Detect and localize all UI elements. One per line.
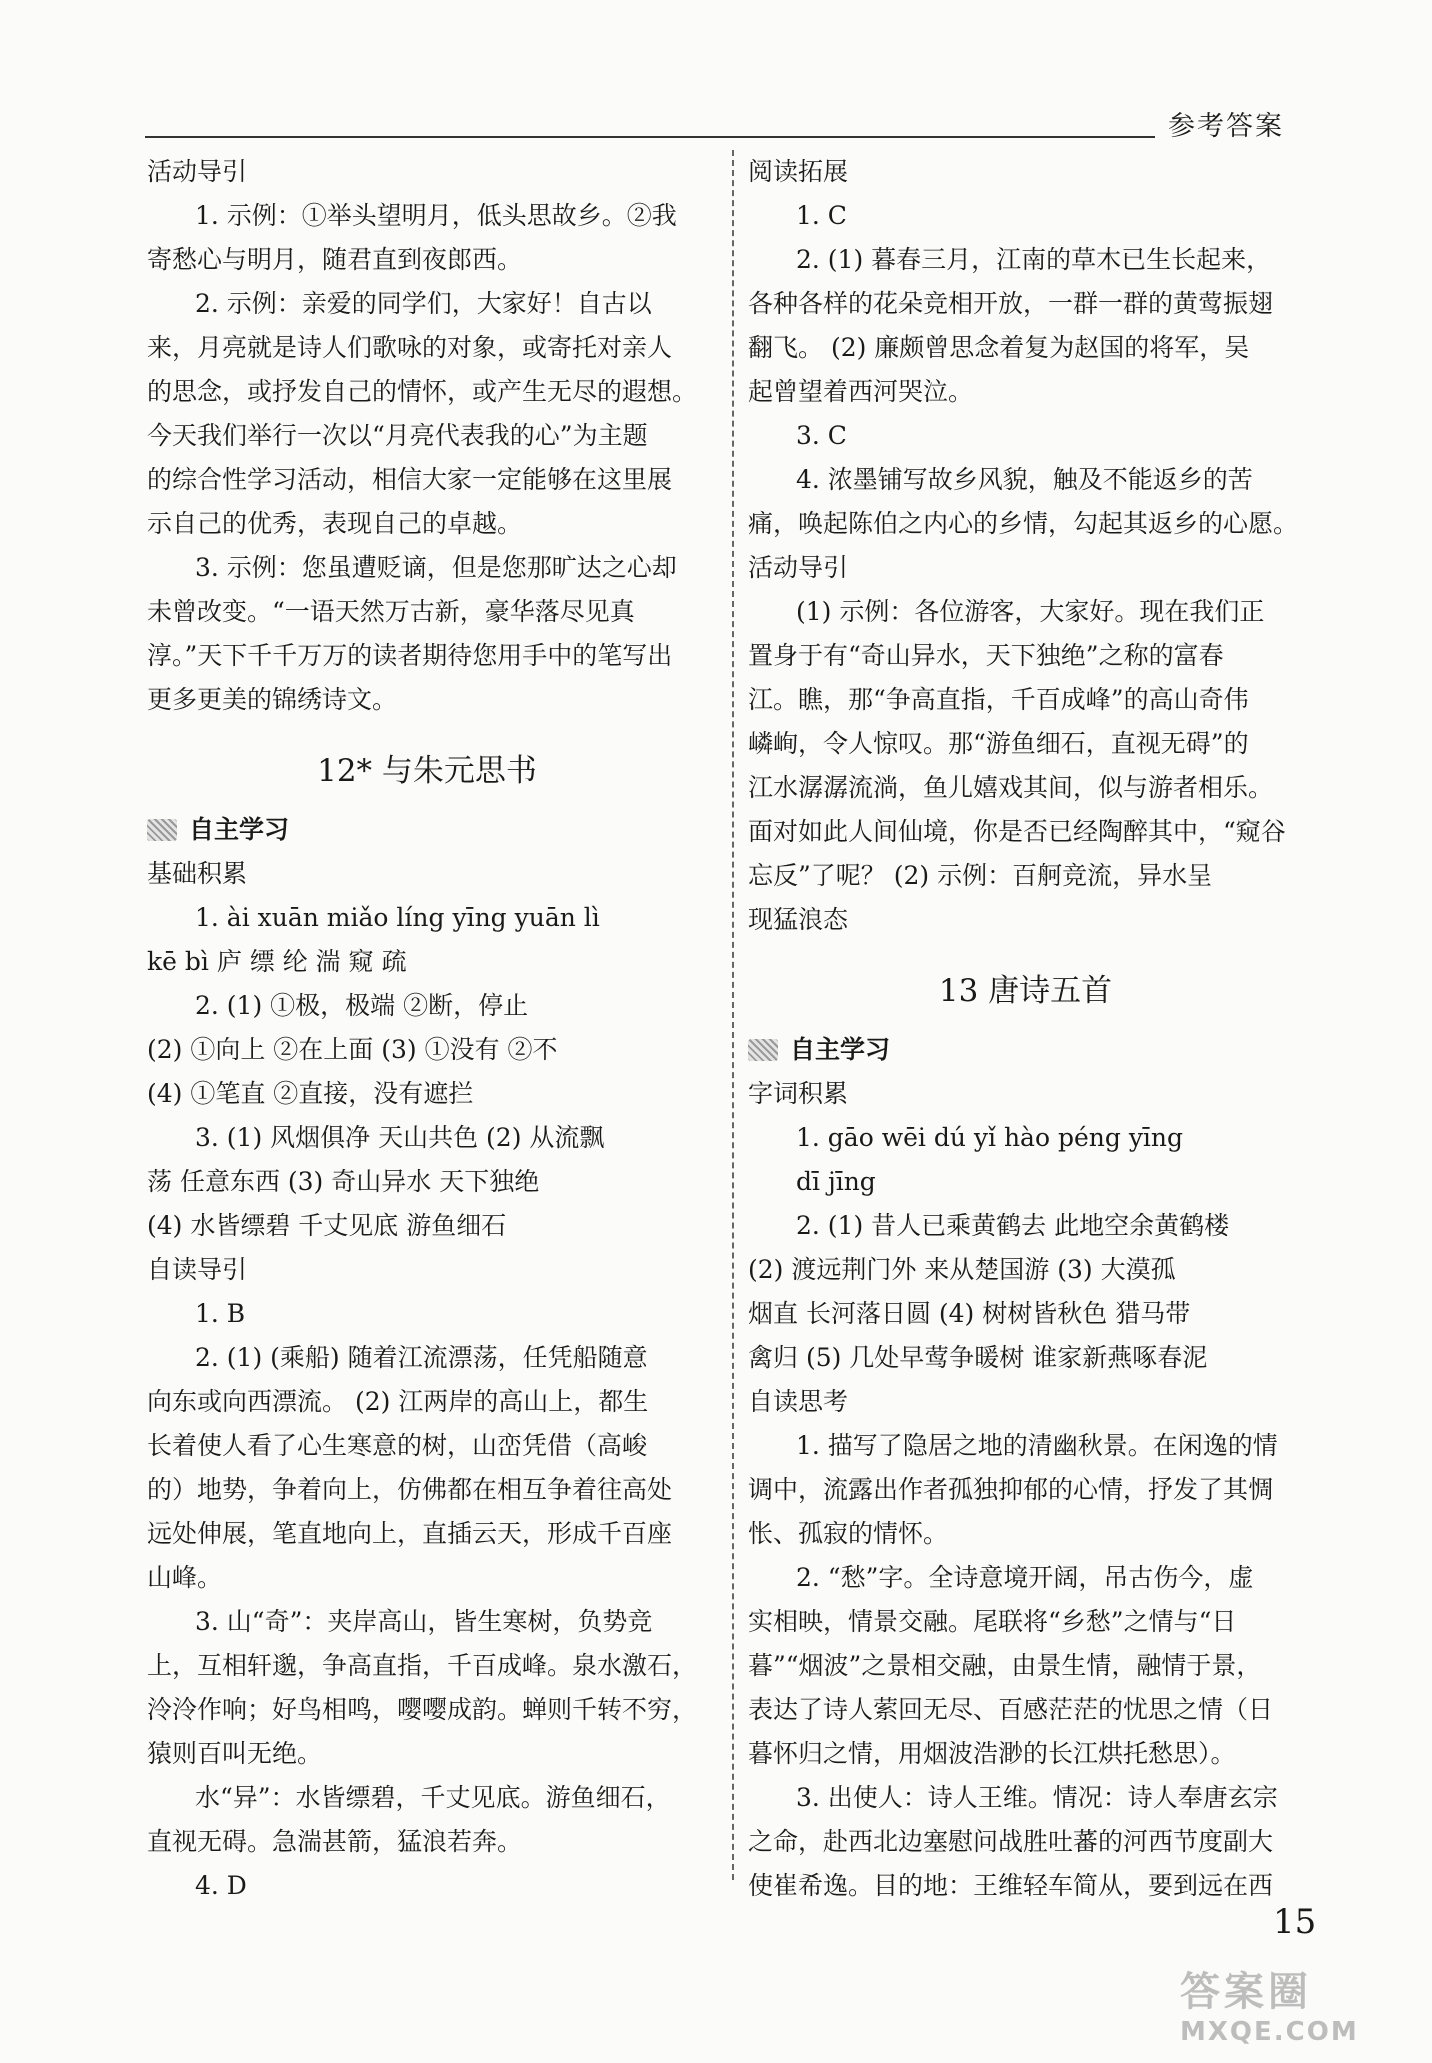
section-icon: [748, 1039, 778, 1061]
watermark-url: MXQE.COM: [1180, 2017, 1359, 2047]
answer-line: 3. C: [796, 421, 847, 450]
subsection-heading: 活动导引: [748, 553, 849, 582]
answer-line: 4. 浓墨铺写故乡风貌，触及不能返乡的苦: [796, 465, 1253, 494]
answer-line: 更多更美的锦绣诗文。: [147, 685, 398, 714]
answer-line: 荡 任意东西 (3) 奇山异水 天下独绝: [147, 1167, 540, 1196]
answer-line: 忘反”了呢？ (2) 示例：百舸竞流，异水呈: [748, 861, 1213, 890]
answer-line: 1. C: [796, 201, 847, 230]
section-label: 自主学习: [189, 815, 290, 844]
answer-line: 寄愁心与明月，随君直到夜郎西。: [147, 245, 523, 274]
answer-line: 3. 示例：您虽遭贬谪，但是您那旷达之心却: [195, 553, 677, 582]
section-icon: [147, 819, 177, 841]
answer-line: 3. 山“奇”：夹岸高山，皆生寒树，负势竞: [195, 1607, 653, 1636]
subsection-heading: 活动导引: [147, 157, 248, 186]
answer-line: 现猛浪态: [748, 905, 849, 934]
header-title: 参考答案: [1168, 111, 1284, 142]
answer-line: 未曾改变。“一语天然万古新，豪华落尽见真: [147, 597, 635, 626]
subsection-heading: 字词积累: [748, 1079, 849, 1108]
answer-line: dī jīng: [796, 1167, 876, 1196]
answer-line: (2) 渡远荆门外 来从楚国游 (3) 大漠孤: [748, 1255, 1176, 1284]
answer-line: 各种各样的花朵竞相开放，一群一群的黄莺振翅: [748, 289, 1274, 318]
watermark-logo: [1180, 1960, 1410, 2056]
answer-line: 江。瞧，那“争高直指，千百成峰”的高山奇伟: [748, 685, 1249, 714]
answer-line: 山峰。: [147, 1563, 223, 1592]
answer-line: 上，互相轩邈，争高直指，千百成峰。泉水激石，: [147, 1651, 698, 1680]
answer-line: 长着使人看了心生寒意的树，山峦凭借（高峻: [147, 1431, 648, 1460]
answer-line: 2. (1) (乘船) 随着江流漂荡，任凭船随意: [195, 1343, 648, 1372]
answer-line: 4. D: [195, 1871, 247, 1900]
answer-line: 远处伸展，笔直地向上，直插云天，形成千百座: [147, 1519, 673, 1548]
answer-line: (4) 水皆缥碧 千丈见底 游鱼细石: [147, 1211, 507, 1240]
watermark-title: 答案圈: [1180, 1969, 1312, 2015]
answer-line: 2. (1) 暮春三月，江南的草木已生长起来，: [796, 245, 1272, 274]
section-heading: [748, 1028, 1303, 1072]
answer-line: (4) ①笔直 ②直接，没有遮拦: [147, 1079, 474, 1108]
answer-line: 的思念，或抒发自己的情怀，或产生无尽的遐想。: [147, 377, 698, 406]
answer-line: 泠泠作响；好鸟相鸣，嘤嘤成韵。蝉则千转不穷，: [147, 1695, 698, 1724]
answer-line: 猿则百叫无绝。: [147, 1739, 323, 1768]
answer-line: 2. (1) 昔人已乘黄鹤去 此地空余黄鹤楼: [796, 1211, 1230, 1240]
answer-line: (2) ①向上 ②在上面 (3) ①没有 ②不: [147, 1035, 558, 1064]
answer-line: 的）地势，争着向上，仿佛都在相互争着往高处: [147, 1475, 673, 1504]
answer-line: 之命，赴西北边塞慰问战胜吐蕃的河西节度副大: [748, 1827, 1274, 1856]
answer-line: 面对如此人间仙境，你是否已经陶醉其中，“窥谷: [748, 817, 1286, 846]
answer-line: 翻飞。 (2) 廉颇曾思念着复为赵国的将军，吴: [748, 333, 1250, 362]
answer-line: 表达了诗人萦回无尽、百感茫茫的忧思之情（日: [748, 1695, 1274, 1724]
lesson-title: 12* 与朱元思书: [317, 753, 537, 789]
answer-line: 1. 示例：①举头望明月，低头思故乡。②我: [195, 201, 677, 230]
answer-line: 的综合性学习活动，相信大家一定能够在这里展: [147, 465, 673, 494]
answer-line: 1. 描写了隐居之地的清幽秋景。在闲逸的情: [796, 1431, 1278, 1460]
answer-line: 3. 出使人：诗人王维。情况：诗人奉唐玄宗: [796, 1783, 1278, 1812]
answer-line: 示自己的优秀，表现自己的卓越。: [147, 509, 523, 538]
answer-line: 怅、孤寂的情怀。: [748, 1519, 949, 1548]
answer-line: 2. (1) ①极，极端 ②断，停止: [195, 991, 529, 1020]
answer-line: 2. 示例：亲爱的同学们，大家好！自古以: [195, 289, 652, 318]
subsection-heading: 阅读拓展: [748, 157, 849, 186]
subsection-heading: 自读导引: [147, 1255, 248, 1284]
answer-line: 1. B: [195, 1299, 246, 1328]
column-divider: [732, 150, 734, 1880]
answer-line: 嶙峋，令人惊叹。那“游鱼细石，直视无碍”的: [748, 729, 1249, 758]
answer-line: 1. gāo wēi dú yǐ hào péng yīng: [796, 1123, 1184, 1152]
answer-line: (1) 示例：各位游客，大家好。现在我们正: [796, 597, 1265, 626]
answer-line: 起曾望着西河哭泣。: [748, 377, 974, 406]
answer-line: 调中，流露出作者孤独抑郁的心情，抒发了其惆: [748, 1475, 1274, 1504]
answer-line: 暮怀归之情，用烟波浩渺的长江烘托愁思）。: [748, 1739, 1236, 1768]
answer-line: 直视无碍。急湍甚箭，猛浪若奔。: [147, 1827, 523, 1856]
lesson-title: 13 唐诗五首: [938, 973, 1113, 1009]
answer-line: 置身于有“奇山异水，天下独绝”之称的富春: [748, 641, 1224, 670]
answer-line: 使崔希逸。目的地：王维轻车简从，要到远在西: [748, 1871, 1274, 1900]
right-column: [748, 150, 1303, 1908]
answer-line: 痛，唤起陈伯之内心的乡情，勾起其返乡的心愿。: [748, 509, 1299, 538]
answer-line: 水“异”：水皆缥碧，千丈见底。游鱼细石，: [195, 1783, 671, 1812]
answer-line: 今天我们举行一次以“月亮代表我的心”为主题: [147, 421, 648, 450]
subsection-heading: 自读思考: [748, 1387, 849, 1416]
answer-line: 江水潺潺流淌，鱼儿嬉戏其间，似与游者相乐。: [748, 773, 1274, 802]
answer-line: kē bì 庐 缥 纶 湍 窥 疏: [147, 947, 407, 976]
answer-line: 实相映，情景交融。尾联将“乡愁”之情与“日: [748, 1607, 1237, 1636]
answer-line: 禽归 (5) 几处早莺争暖树 谁家新燕啄春泥: [748, 1343, 1208, 1372]
section-heading: [147, 808, 707, 852]
answer-line: 2. “愁”字。全诗意境开阔，吊古伤今，虚: [796, 1563, 1254, 1592]
section-label: 自主学习: [790, 1035, 891, 1064]
page-number: 15: [1273, 1902, 1317, 1942]
answer-line: 烟直 长河落日圆 (4) 树树皆秋色 猎马带: [748, 1299, 1191, 1328]
answer-line: 来，月亮就是诗人们歌咏的对象，或寄托对亲人: [147, 333, 673, 362]
header-rule: [145, 136, 1155, 138]
answer-line: 向东或向西漂流。 (2) 江两岸的高山上，都生: [147, 1387, 649, 1416]
answer-line: 淳。”天下千千万万的读者期待您用手中的笔写出: [147, 641, 673, 670]
answer-line: 1. ài xuān miǎo líng yīng yuān lì: [195, 903, 600, 932]
left-column: [147, 150, 707, 1908]
answer-line: 暮”“烟波”之景相交融，由景生情，融情于景，: [748, 1651, 1262, 1680]
subsection-heading: 基础积累: [147, 859, 248, 888]
answer-line: 3. (1) 风烟俱净 天山共色 (2) 从流飘: [195, 1123, 605, 1152]
